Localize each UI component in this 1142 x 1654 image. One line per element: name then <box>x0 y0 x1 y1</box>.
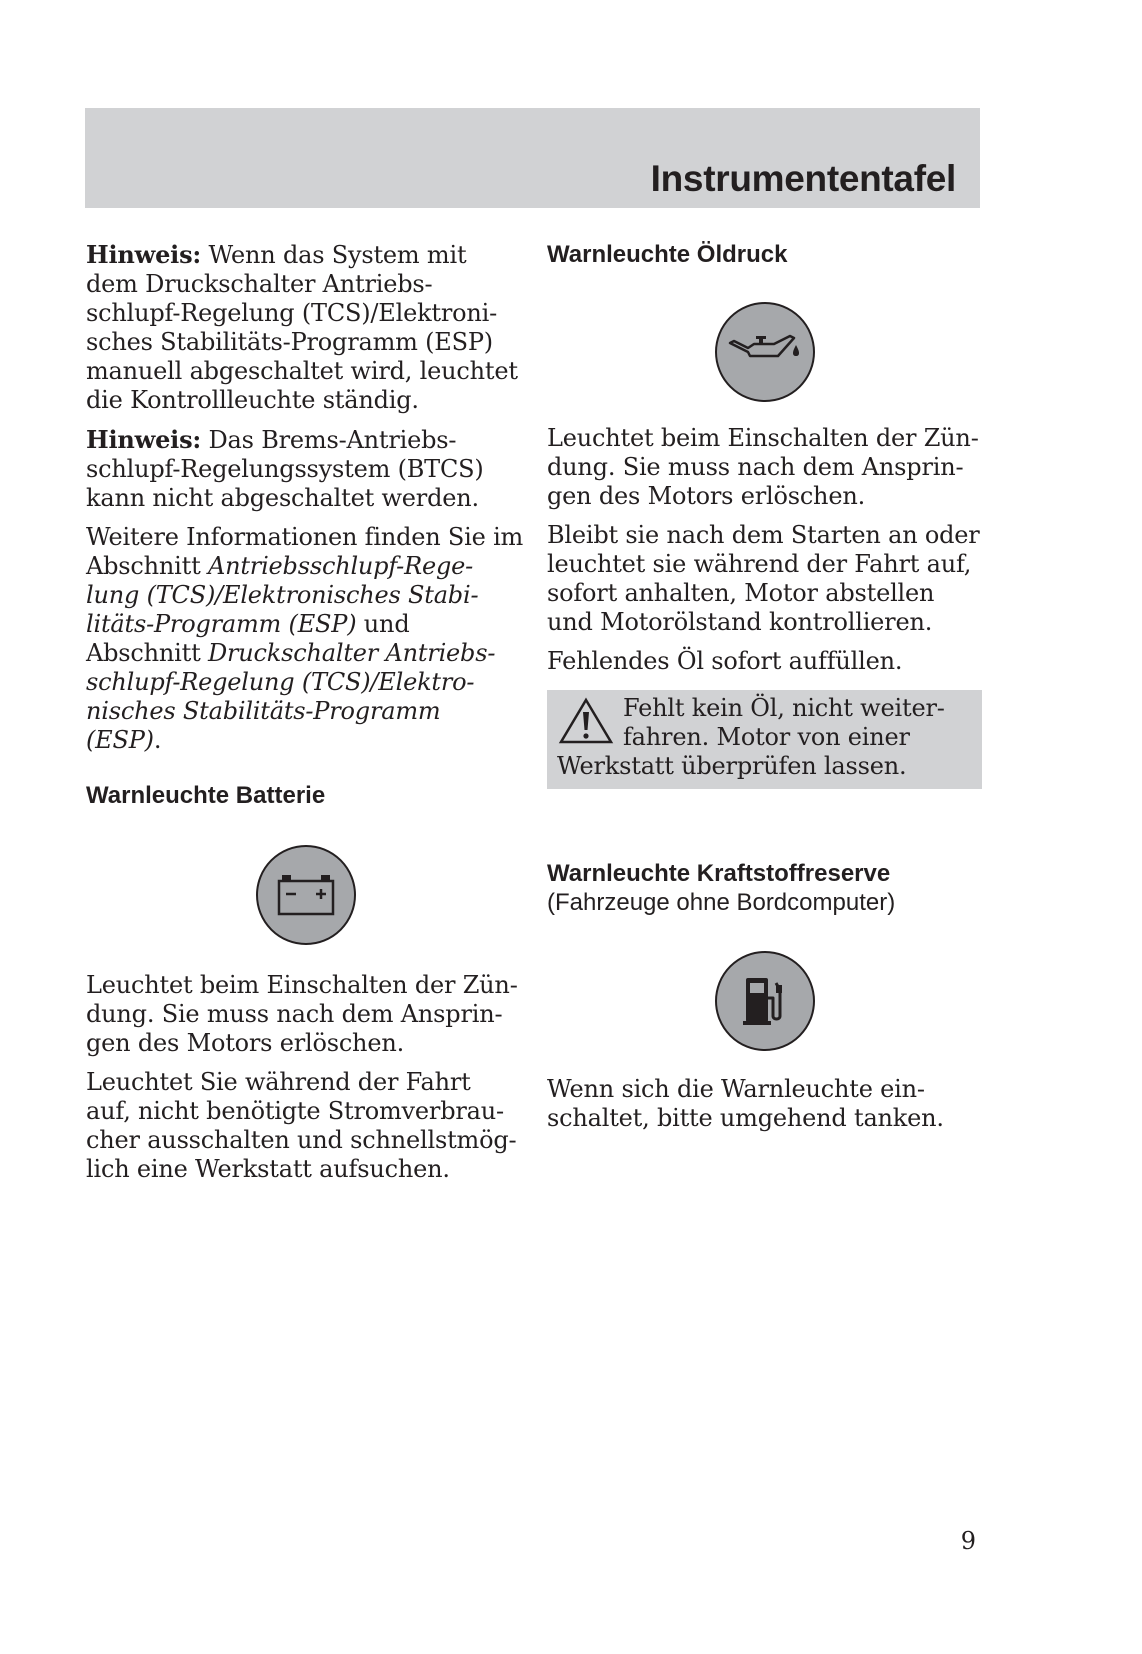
note-tcs-esp: Hinweis: Wenn das System mit dem Druckschalter Antriebs- schlupf-Regelung (TCS)/Elektroni- sches Stabilitäts-Programm (ESP) manuell abgeschaltet wird, leuchtet die Kontrollleuchte ständig. <box>86 240 518 414</box>
oil-pressure-heading: Warnleuchte Öldruck <box>547 241 788 268</box>
fuel-reserve-heading: Warnleuchte Kraftstoffreserve (Fahrzeuge ohne Bordcomputer) <box>547 859 982 917</box>
oil-pressure-warning-light <box>547 302 982 402</box>
warning-text: Fehlt kein Öl, nicht weiter- fahren. Motor von einer Werkstatt überprüfen lassen. <box>557 694 945 780</box>
fuel-pump-icon <box>715 951 815 1051</box>
section-reference: (ESP) <box>86 726 154 754</box>
section-reference: nisches Stabilitäts-Programm <box>86 697 441 725</box>
warning-box <box>547 690 982 789</box>
oil-can-icon <box>715 302 815 402</box>
oil-paragraph-3: Fehlendes Öl sofort auffüllen. <box>547 647 903 675</box>
fuel-reserve-warning-light <box>547 951 982 1051</box>
note-btcs: Hinweis: Das Brems-Antriebs- schlupf-Regelungssystem (BTCS) kann nicht abgeschaltet werden. <box>86 425 484 512</box>
section-reference: litäts-Programm (ESP) <box>86 610 357 638</box>
note-label: Hinweis: <box>86 240 202 269</box>
section-reference: Antriebsschlupf-Rege- <box>207 552 474 580</box>
battery-warning-light <box>86 845 526 945</box>
header-bar <box>85 108 980 208</box>
section-reference: Druckschalter Antriebs- <box>207 639 496 667</box>
page-title: Instrumententafel <box>650 158 956 199</box>
left-column <box>86 240 526 1194</box>
right-column <box>547 240 982 1143</box>
section-reference: lung (TCS)/Elektronisches Stabi- <box>86 581 479 609</box>
battery-paragraph-2: Leuchtet Sie während der Fahrt auf, nicht benötigte Stromverbrau- cher ausschalten und schnellstmög- lich eine Werkstatt aufsuchen. <box>86 1068 517 1183</box>
further-info-paragraph: Weitere Informationen finden Sie im Abschnitt Antriebsschlupf-Rege- lung (TCS)/Elektronisches Stabi- litäts-Programm (ESP) und Abschnitt Druckschalter Antriebs- schlupf-Regelung (TCS)/Elektro- nisches Stabilitäts-Programm (ESP). <box>86 523 526 755</box>
page-number: 9 <box>960 1527 976 1555</box>
section-reference: schlupf-Regelung (TCS)/Elektro- <box>86 668 475 696</box>
oil-paragraph-2: Bleibt sie nach dem Starten an oder leuchtet sie während der Fahrt auf, sofort anhalten, Motor abstellen und Motorölstand kontrollieren. <box>547 521 980 636</box>
warning-triangle-icon <box>557 696 615 748</box>
oil-paragraph-1: Leuchtet beim Einschalten der Zün- dung. Sie muss nach dem Ansprin- gen des Motors erlöschen. <box>547 424 979 510</box>
fuel-reserve-subheading: (Fahrzeuge ohne Bordcomputer) <box>547 889 896 916</box>
battery-paragraph-1: Leuchtet beim Einschalten der Zün- dung. Sie muss nach dem Ansprin- gen des Motors erlöschen. <box>86 971 518 1057</box>
battery-icon <box>256 845 356 945</box>
note-label: Hinweis: <box>86 425 202 454</box>
fuel-paragraph: Wenn sich die Warnleuchte ein- schaltet, bitte umgehend tanken. <box>547 1075 944 1132</box>
battery-heading: Warnleuchte Batterie <box>86 782 326 809</box>
